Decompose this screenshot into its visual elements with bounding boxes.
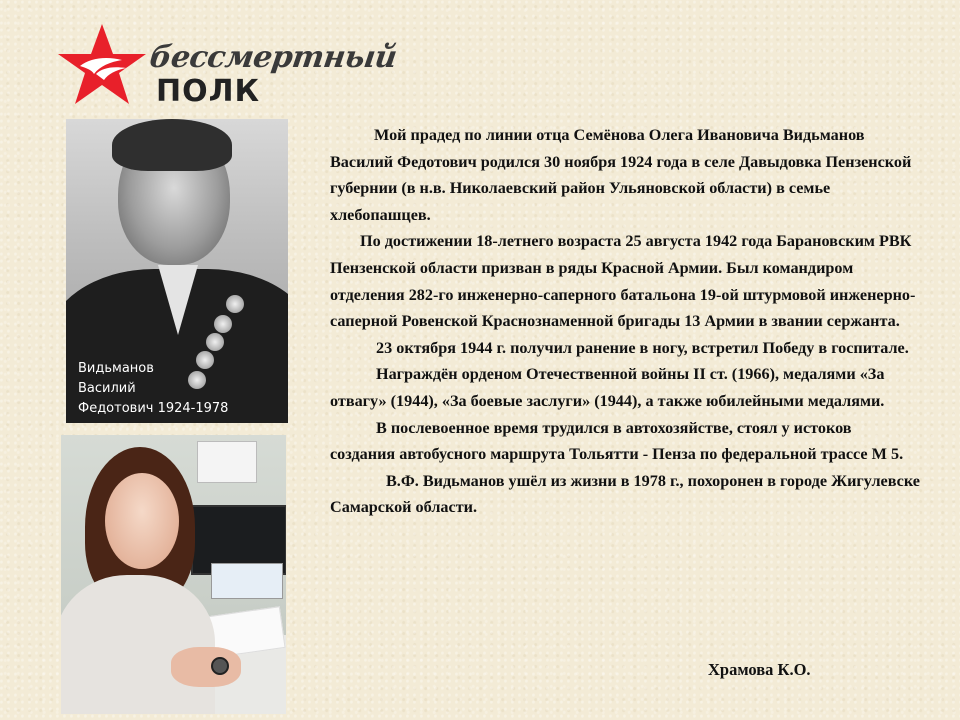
red-star-icon xyxy=(56,22,148,106)
biography-paragraph: В послевоенное время трудился в автохозяйстве, стоял у истоков создания автобусного маршрута Тольятти - Пенза по федеральной трассе М 5. xyxy=(330,418,904,464)
monitor-screen xyxy=(211,563,283,599)
logo-word-text: ПОЛК xyxy=(156,74,261,109)
photo-body xyxy=(61,575,215,714)
author-photo xyxy=(61,435,286,714)
biography-paragraph: Мой прадед по линии отца Семёнова Олега Ивановича Видьманов Василий Федотович родился 30 ноября 1924 года в селе Давыдовка Пензенской губернии (в н.в. Николаевский район Ульяновской области) в семье хлебопашцев. xyxy=(330,126,912,224)
medal-icon xyxy=(226,295,244,313)
medal-icon xyxy=(214,315,232,333)
veteran-photo xyxy=(66,119,288,423)
caption-line: Федотович 1924-1978 xyxy=(78,401,229,416)
caption-line: Василий xyxy=(78,381,136,396)
watch-icon xyxy=(211,657,229,675)
caption-line: Видьманов xyxy=(78,361,154,376)
logo-script-text: бессмертный xyxy=(147,40,399,75)
photo-hands xyxy=(171,647,241,687)
wall-calendar xyxy=(197,441,257,483)
biography-text xyxy=(330,122,920,521)
biography-paragraph: По достижении 18-летнего возраста 25 августа 1942 года Барановским РВК Пензенской области призван в ряды Красной Армии. Был командиром отделения 282-го инженерно-саперного батальона 19-ой штурмовой инженерно-саперной Ровенской Краснознаменной бригады 13 Армии в звании сержанта. xyxy=(330,232,916,331)
biography-paragraph: 23 октября 1944 г. получил ранение в ногу, встретил Победу в госпитале. xyxy=(376,338,909,357)
photo-hair xyxy=(112,119,232,171)
author-signature: Храмова К.О. xyxy=(708,660,811,679)
photo-face xyxy=(105,473,179,569)
bessmertny-polk-logo xyxy=(56,22,399,112)
veteran-photo-caption xyxy=(78,359,228,419)
biography-paragraph: Награждён орденом Отечественной войны II ст. (1966), медалями «За отвагу» (1944), «За боевые заслуги» (1944), а также юбилейными медалями. xyxy=(330,365,885,410)
medal-icon xyxy=(206,333,224,351)
biography-paragraph: В.Ф. Видьманов ушёл из жизни в 1978 г., похоронен в городе Жигулевске Самарской области. xyxy=(330,471,920,517)
